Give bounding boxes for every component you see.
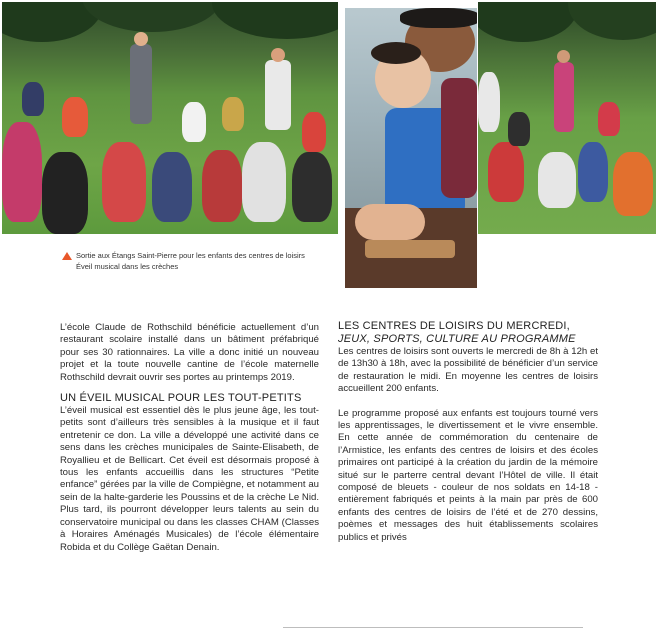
photo-children-on-grass [2, 2, 338, 234]
bottom-divider [283, 627, 583, 628]
caption-arrow-icon [62, 252, 72, 260]
music-heading: UN ÉVEIL MUSICAL POUR LES TOUT-PETITS [60, 392, 302, 405]
caption-line-2: Éveil musical dans les crèches [76, 262, 179, 271]
leisure-paragraph-2: Le programme proposé aux enfants est toujours tourné vers les apprentissages, le divertissement et le vivre ensemble. En cette année de commémoration du centenaire de l’Armistice, les enfants des centres de loisirs et des écoles primaires ont participé à la création du jardin de la mémoire situé sur le parterre central devant l’Hôtel de ville. Il était composé de bleuets - couleur de nos soldats en 14-18 - entièrement fabriqués et peints à la main par près de 600 enfants des centres de loisirs de l’été et de 270 dessins, poèmes et messages des huit établissements scolaires publics et privés [338, 407, 598, 543]
photo-child-music [343, 6, 479, 290]
leisure-heading-line-2: JEUX, SPORTS, CULTURE AU PROGRAMME [338, 333, 576, 345]
music-paragraph: L’éveil musical est essentiel dès le plus jeune âge, les tout-petits sont d’ailleurs très sensibles à la musique et il faut entretenir ce don. La ville a développé une activité dans ce sens dans les crèches municipales de Sainte-Elisabeth, de Royallieu et de Bellicart. Cet éveil est désormais proposé à tous les enfants accueillis dans les structures “Petite enfance” gérées par la ville de Compiègne, et notamment au sein de la halte-garderie les Poussins et de la crèche Le Nid. Plus tard, ils pourront développer leurs talents au sein du conservatoire municipal ou dans les classes CHAM (Classes à Horaires Aménagés Musicales) de l’école élémentaire Robida et du Collège Gaëtan Denain. [60, 405, 319, 553]
photo-caption [76, 250, 331, 272]
right-column [338, 320, 598, 544]
intro-paragraph: L’école Claude de Rothschild bénéficie actuellement d’un restaurant scolaire installé dans un bâtiment préfabriqué pour ses 30 rationnaires. La ville a donc initié un nouveau projet et la toute nouvelle cantine de l’école maternelle Rothschild devrait ouvrir ses portes au printemps 2019. [60, 322, 319, 383]
photo-children-group [478, 2, 656, 234]
caption-line-1: Sortie aux Étangs Saint-Pierre pour les enfants des centres de loisirs [76, 251, 305, 260]
left-column [60, 322, 319, 554]
leisure-paragraph-1: Les centres de loisirs sont ouverts le mercredi de 8h à 12h et de 13h30 à 18h, avec la possibilité de bénéficier d’un service de restauration le midi. En moyenne les centres de loisirs accueillent 200 enfants. [338, 346, 598, 395]
leisure-heading-line-1: LES CENTRES DE LOISIRS DU MERCREDI, [338, 320, 570, 332]
